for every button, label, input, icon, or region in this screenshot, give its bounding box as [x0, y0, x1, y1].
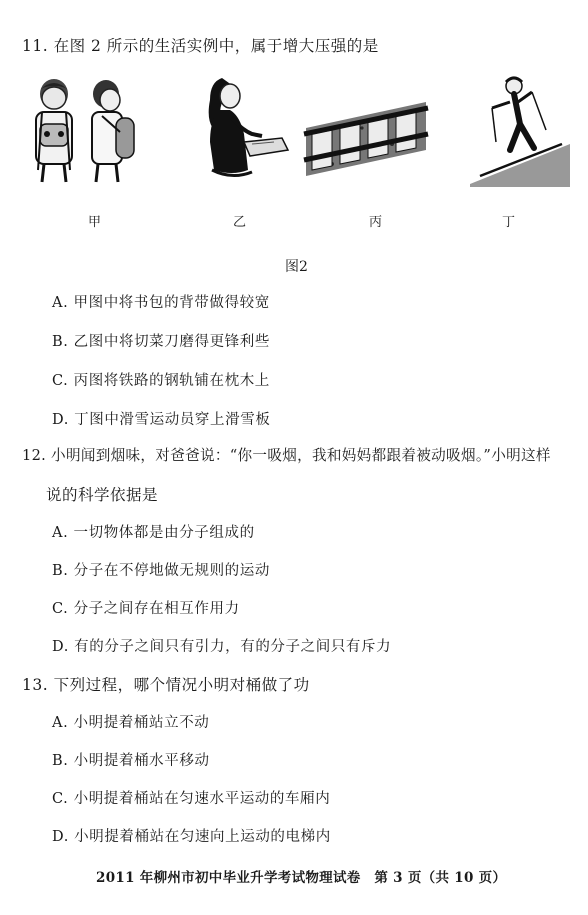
- q11-option-c: C. 丙图将铁路的钢轨铺在枕木上: [52, 373, 270, 389]
- question-12-title-line1: 12. 小明闻到烟味，对爸爸说：“你一吸烟，我和妈妈都跟着被动吸烟。”小明这样: [22, 447, 551, 464]
- question-13-title: 13. 下列过程，哪个情况小明对桶做了功: [22, 676, 310, 694]
- person-cutting-icon: [192, 72, 292, 187]
- q12-option-c: C. 分子之间存在相互作用力: [52, 601, 240, 617]
- question-11-title: 11. 在图 2 所示的生活实例中，属于增大压强的是: [22, 37, 379, 55]
- figure-panel-ding: [470, 72, 570, 187]
- figure-panel-jia: [20, 72, 140, 192]
- panel-label-yi: 乙: [233, 215, 247, 230]
- panel-label-bing: 丙: [369, 215, 383, 230]
- railway-track-icon: [302, 98, 430, 178]
- q13-option-c: C. 小明提着桶站在匀速水平运动的车厢内: [52, 791, 331, 807]
- q13-option-b: B. 小明提着桶水平移动: [52, 753, 210, 769]
- q11-option-b: B. 乙图中将切菜刀磨得更锋利些: [52, 334, 270, 350]
- figure-panel-bing: [302, 98, 430, 178]
- page-footer: 2011 年柳州市初中毕业升学考试物理试卷 第 3 页（共 10 页）: [96, 870, 507, 886]
- q11-option-d: D. 丁图中滑雪运动员穿上滑雪板: [52, 412, 271, 428]
- children-backpack-icon: [20, 72, 140, 192]
- q12-option-d: D. 有的分子之间只有引力，有的分子之间只有斥力: [52, 639, 392, 655]
- panel-label-jia: 甲: [88, 215, 102, 230]
- figure-caption: 图2: [285, 259, 308, 275]
- q13-option-d: D. 小明提着桶站在匀速向上运动的电梯内: [52, 829, 331, 845]
- panel-label-ding: 丁: [502, 215, 516, 230]
- figure-panel-yi: [192, 72, 292, 187]
- skier-icon: [470, 72, 570, 187]
- q13-option-a: A. 小明提着桶站立不动: [52, 715, 210, 731]
- question-12-title-line2: 说的科学依据是: [46, 486, 159, 504]
- q11-option-a: A. 甲图中将书包的背带做得较宽: [52, 295, 270, 311]
- q12-option-b: B. 分子在不停地做无规则的运动: [52, 563, 270, 579]
- q12-option-a: A. 一切物体都是由分子组成的: [52, 525, 255, 541]
